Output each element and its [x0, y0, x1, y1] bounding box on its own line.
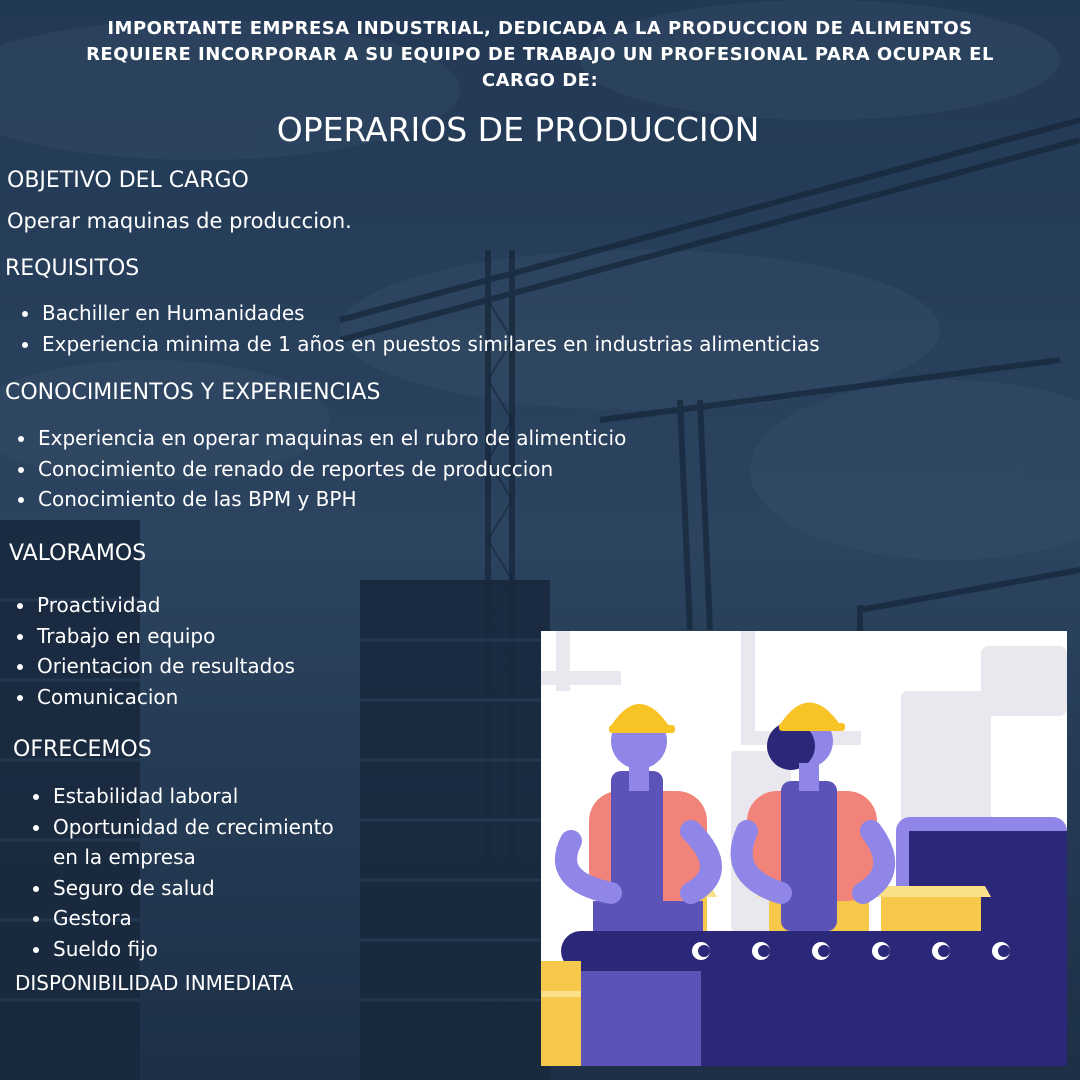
intro-header: [0, 16, 1080, 94]
requisitos-heading: REQUISITOS: [5, 256, 140, 281]
factory-workers-illustration: [541, 631, 1067, 1066]
list-item: Comunicacion: [15, 682, 295, 713]
intro-line: IMPORTANTE EMPRESA INDUSTRIAL, DEDICADA A LA PRODUCCION DE ALIMENTOS: [107, 18, 973, 39]
list-item: Experiencia en operar maquinas en el rubro de alimenticio: [16, 423, 626, 454]
valoramos-list: [15, 590, 295, 712]
intro-line: REQUIERE INCORPORAR A SU EQUIPO DE TRABAJO UN PROFESIONAL PARA OCUPAR EL: [86, 44, 994, 65]
list-item-line: en la empresa: [53, 845, 196, 869]
list-item: Conocimiento de las BPM y BPH: [16, 484, 626, 515]
list-item: Sueldo fijo: [31, 934, 334, 965]
objetivo-text: Operar maquinas de produccion.: [7, 209, 352, 233]
list-item: [31, 812, 334, 873]
conocimientos-heading: CONOCIMIENTOS Y EXPERIENCIAS: [5, 380, 381, 405]
ofrecemos-heading: OFRECEMOS: [13, 737, 152, 762]
list-item: Seguro de salud: [31, 873, 334, 904]
list-item: Trabajo en equipo: [15, 621, 295, 652]
list-item: Gestora: [31, 903, 334, 934]
intro-line: CARGO DE:: [481, 70, 599, 91]
list-item: Conocimiento de renado de reportes de produccion: [16, 454, 626, 485]
requisitos-list: [20, 298, 820, 359]
job-title: OPERARIOS DE PRODUCCION: [276, 110, 760, 149]
conocimientos-list: [16, 423, 626, 515]
ofrecemos-list: [31, 781, 334, 964]
footer-availability: DISPONIBILIDAD INMEDIATA: [15, 971, 294, 995]
list-item: Estabilidad laboral: [31, 781, 334, 812]
list-item: Proactividad: [15, 590, 295, 621]
list-item: Experiencia minima de 1 años en puestos similares en industrias alimenticias: [20, 329, 820, 360]
valoramos-heading: VALORAMOS: [9, 541, 147, 566]
objetivo-heading: OBJETIVO DEL CARGO: [7, 168, 249, 193]
list-item-line: Oportunidad de crecimiento: [53, 814, 334, 839]
list-item: Orientacion de resultados: [15, 651, 295, 682]
list-item: Bachiller en Humanidades: [20, 298, 820, 329]
